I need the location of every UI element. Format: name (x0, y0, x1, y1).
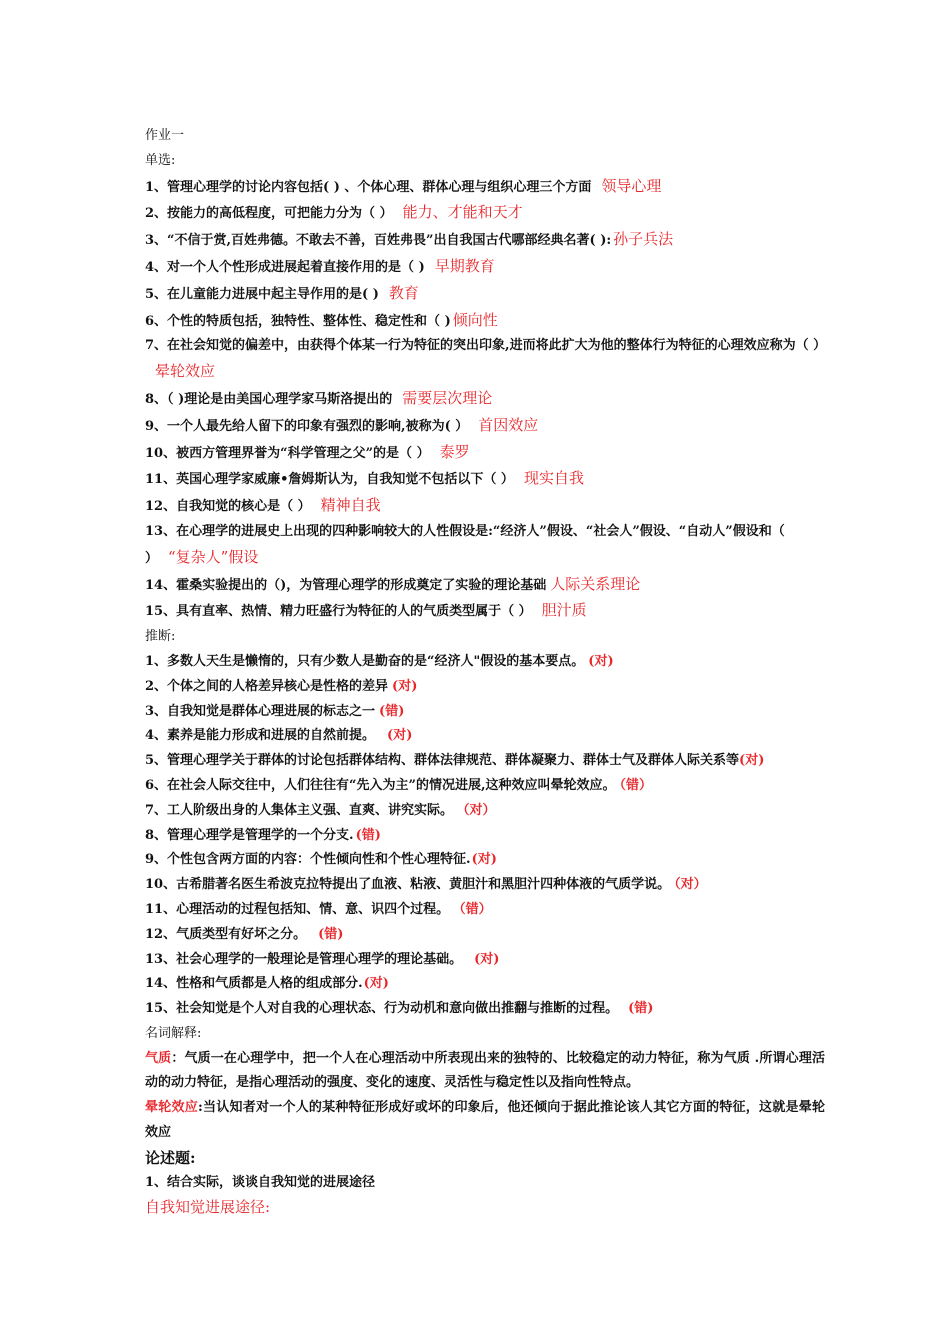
question-item: 11、英国心理学家威廉•詹姆斯认为，自我知觉不包括以下（ ） 现实自我 (145, 469, 584, 488)
question-item: 14、霍桑实验提出的（)，为管理心理学的形成奠定了实验的理论基础 人际关系理论 (145, 574, 641, 593)
judgement-item: 14、性格和气质都是人格的组成部分.(对) (145, 976, 389, 992)
judgement-item: 6、在社会人际交往中，人们往往有“先入为主”的情况进展,这种效应叫晕轮效应。 （错） (145, 777, 653, 793)
judgement-item: 12、气质类型有好坏之分。 (错) (145, 926, 344, 942)
answer-text: 现实自我 (523, 469, 584, 488)
judgement-item: 4、素养是能力形成和进展的自然前提。 (对) (145, 728, 413, 744)
question-item: 6、个性的特质包括，独特性、整体性、稳定性和（ ) 倾向性 (145, 310, 498, 329)
section-single-choice: 单选: (145, 152, 176, 168)
answer-text: 需要层次理论 (402, 388, 493, 407)
question-item: 7、在社会知觉的偏差中，由获得个体某一行为特征的突出印象,进而将此扩大为他的整体行为特征的心理效应称为（ ）晕轮效应 (145, 338, 827, 381)
essay-answer: 自我知觉进展途径: (145, 1198, 271, 1217)
answer-text: 教育 (388, 283, 419, 302)
question-item: 9、一个人最先给人留下的印象有强烈的影响,被称为( ） 首因效应 (145, 415, 539, 434)
section-essay: 论述题: (145, 1148, 196, 1167)
question-item: 1、管理心理学的讨论内容包括( ) 、个体心理、群体心理与组织心理三个方面 领导心理 (145, 176, 662, 195)
judgement-list (145, 650, 825, 1022)
section-term-definitions: 名词解释: (145, 1025, 202, 1041)
judgement-answer: （错） (619, 777, 653, 793)
document-page (145, 124, 825, 1220)
question-item: 8、（ )理论是由美国心理学家马斯洛提出的 需要层次理论 (145, 388, 493, 407)
answer-text: 人际关系理论 (550, 574, 641, 593)
judgement-answer: (错) (628, 1001, 654, 1017)
question-item: 3、“不信于赏,百姓弗德。不敢去不善，百姓弗畏”出自我国古代哪部经典名著( ): 孙子兵法 (145, 230, 674, 249)
answer-text: 孙子兵法 (613, 230, 674, 249)
answer-text: 泰罗 (439, 442, 470, 461)
answer-text: 胆汁质 (541, 601, 587, 620)
judgement-item: 1、多数人天生是懒惰的，只有少数人是勤奋的是“经济人"假设的基本要点。 (对) (145, 653, 614, 669)
answer-text: 精神自我 (320, 496, 381, 515)
judgement-answer: (对) (474, 951, 500, 967)
term-definition: 晕轮效应:当认知者对一个人的某种特征形成好或坏的印象后，他还倾向于据此推论该人其它方面的特征，这就是晕轮效应 (145, 1100, 825, 1141)
judgement-answer: (对) (387, 728, 413, 744)
judgement-answer: (错) (355, 827, 381, 843)
term-text: 气质一在心理学中，把一个人在心理活动中所表现出来的独特的、比较稳定的动力特征，称为气质 .所谓心理活动的动力特征，是指心理活动的强度、变化的速度、灵活性与稳定性以及指向性特点。 (145, 1050, 825, 1091)
term-definition: 气质：气质一在心理学中，把一个人在心理活动中所表现出来的独特的、比较稳定的动力特征，称为气质 .所谓心理活动的动力特征，是指心理活动的强度、变化的速度、灵活性与稳定性以及指向性特点。 (145, 1050, 825, 1091)
judgement-item: 7、工人阶级出身的人集体主义强、直爽、讲究实际。 （对） (145, 802, 496, 818)
judgement-item: 2、个体之间的人格差异核心是性格的差异 (对) (145, 678, 418, 694)
question-item: 12、自我知觉的核心是（ ） 精神自我 (145, 496, 381, 515)
question-item: 5、在儿童能力进展中起主导作用的是( ) 教育 (145, 283, 419, 302)
essay-question: 1、结合实际，谈谈自我知觉的进展途径 (145, 1174, 376, 1190)
judgement-item: 9、个性包含两方面的内容：个性倾向性和个性心理特征.(对) (145, 852, 497, 868)
doc-title: 作业一 (145, 128, 185, 143)
judgement-answer: （错） (459, 901, 492, 917)
question-item: 2、按能力的高低程度，可把能力分为（ ） 能力、才能和天才 (145, 203, 523, 222)
answer-text: 倾向性 (452, 310, 498, 329)
judgement-answer: (对) (471, 852, 497, 868)
judgement-answer: (对) (363, 976, 389, 992)
section-judgement: 推断: (145, 629, 176, 645)
question-item: 15、具有直率、热情、精力旺盛行为特征的人的气质类型属于（ ） 胆汁质 (145, 601, 587, 620)
judgement-answer: （对） (463, 802, 496, 818)
answer-text: 首因效应 (478, 415, 539, 434)
judgement-answer: (对) (392, 678, 418, 694)
answer-text: 早期教育 (434, 256, 495, 275)
question-item: 10、被西方管理界誉为“科学管理之父”的是（ ） 泰罗 (145, 442, 470, 461)
judgement-answer: (对) (739, 753, 765, 769)
answer-text: 能力、才能和天才 (402, 203, 523, 222)
term-name: 晕轮效应 (145, 1100, 198, 1116)
question-item: 13、在心理学的进展史上出现的四种影响较大的人性假设是:“经济人”假设、“社会人”假设、“自动人”假设和（ ） “复杂人”假设 (145, 523, 785, 566)
term-name: 气质 (145, 1050, 172, 1066)
answer-text: “复杂人”假设 (168, 547, 259, 566)
term-text: 当认知者对一个人的某种特征形成好或坏的印象后，他还倾向于据此推论该人其它方面的特征，这就是晕轮效应 (145, 1100, 825, 1141)
judgement-item: 15、社会知觉是个人对自我的心理状态、行为动机和意向做出推翻与推断的过程。 (错) (145, 1001, 654, 1017)
answer-text: 晕轮效应 (155, 362, 216, 381)
judgement-item: 8、管理心理学是管理学的一个分支. (错) (145, 827, 381, 843)
question-item: 4、对一个人个性形成进展起着直接作用的是（ ) 早期教育 (145, 256, 495, 275)
judgement-item: 5、管理心理学关于群体的讨论包括群体结构、群体法律规范、群体凝聚力、群体士气及群体人际关系等(对) (145, 753, 765, 769)
judgement-answer: (错) (318, 926, 344, 942)
judgement-answer: (对) (588, 653, 614, 669)
judgement-item: 13、社会心理学的一般理论是管理心理学的理论基础。 (对) (145, 951, 500, 967)
judgement-item: 10、古希腊著名医生希波克拉特提出了血液、粘液、黄胆汁和黑胆汁四种体液的气质学说。 （对） (145, 877, 707, 893)
judgement-item: 3、自我知觉是群体心理进展的标志之一 (错) (145, 703, 405, 719)
judgement-answer: （对） (674, 877, 707, 893)
judgement-item: 11、心理活动的过程包括知、情、意、识四个过程。 （错） (145, 901, 492, 917)
judgement-answer: (错) (379, 703, 405, 719)
answer-text: 领导心理 (601, 176, 662, 195)
single-choice-list (145, 174, 825, 626)
